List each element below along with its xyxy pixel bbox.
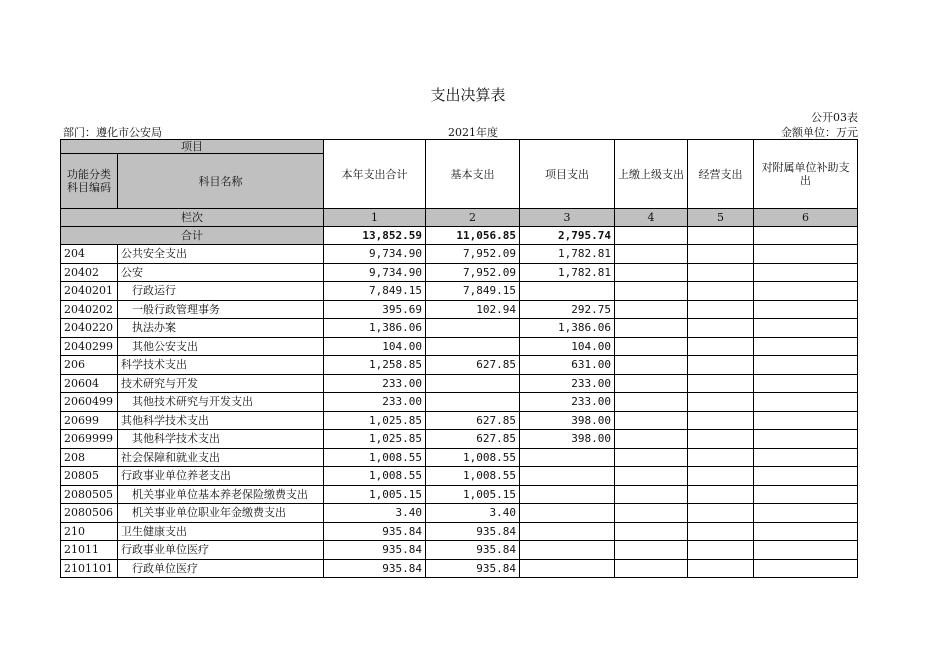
row-upper: [615, 374, 688, 393]
row-total: 1,258.85: [324, 356, 426, 375]
row-name: 公共安全支出: [118, 245, 324, 264]
row-basic: 935.84: [426, 522, 520, 541]
row-basic: 1,008.55: [426, 448, 520, 467]
row-operating: [688, 245, 754, 264]
table-row: [61, 300, 858, 319]
row-upper: [615, 411, 688, 430]
column-number: 1: [324, 209, 426, 227]
row-name: 其他技术研究与开发支出: [118, 393, 324, 412]
column-number: 5: [688, 209, 754, 227]
row-name: 公安: [118, 263, 324, 282]
row-total: 935.84: [324, 541, 426, 560]
row-subsidy: [754, 356, 858, 375]
row-name: 科学技术支出: [118, 356, 324, 375]
row-basic: 627.85: [426, 356, 520, 375]
row-basic: 1,008.55: [426, 467, 520, 486]
row-project: 398.00: [520, 411, 615, 430]
header-project: 项目支出: [520, 140, 615, 209]
row-operating: [688, 467, 754, 486]
row-basic: [426, 374, 520, 393]
row-code: 206: [61, 356, 118, 375]
row-operating: [688, 356, 754, 375]
row-upper: [615, 393, 688, 412]
table-row: [61, 337, 858, 356]
row-name: 机关事业单位职业年金缴费支出: [118, 504, 324, 523]
row-project: [520, 522, 615, 541]
header-basic: 基本支出: [426, 140, 520, 209]
row-name: 社会保障和就业支出: [118, 448, 324, 467]
row-basic: [426, 393, 520, 412]
row-operating: [688, 319, 754, 338]
row-basic: 627.85: [426, 411, 520, 430]
row-subsidy: [754, 393, 858, 412]
row-subsidy: [754, 411, 858, 430]
row-code: 20805: [61, 467, 118, 486]
header-total: 本年支出合计: [324, 140, 426, 209]
expenditure-table: [60, 139, 858, 578]
row-total: 1,008.55: [324, 467, 426, 486]
row-upper: [615, 467, 688, 486]
row-subsidy: [754, 245, 858, 264]
row-project: [520, 485, 615, 504]
row-total: 1,025.85: [324, 430, 426, 449]
row-total: 1,008.55: [324, 448, 426, 467]
row-upper: [615, 337, 688, 356]
row-upper: [615, 559, 688, 578]
table-row: [61, 430, 858, 449]
table-row: [61, 319, 858, 338]
table-row: [61, 374, 858, 393]
row-total: 1,005.15: [324, 485, 426, 504]
row-project: [520, 467, 615, 486]
row-upper: [615, 282, 688, 301]
row-code: 2040201: [61, 282, 118, 301]
row-upper: [615, 541, 688, 560]
row-basic: 3.40: [426, 504, 520, 523]
row-project: [520, 504, 615, 523]
row-name: 执法办案: [118, 319, 324, 338]
row-basic: 7,849.15: [426, 282, 520, 301]
row-total: 9,734.90: [324, 263, 426, 282]
row-code: 20402: [61, 263, 118, 282]
row-name: 其他科学技术支出: [118, 430, 324, 449]
table-row: [61, 467, 858, 486]
row-subsidy: [754, 319, 858, 338]
row-basic: [426, 319, 520, 338]
sum-total: 13,852.59: [324, 227, 426, 245]
column-number: 3: [520, 209, 615, 227]
row-operating: [688, 300, 754, 319]
row-subsidy: [754, 300, 858, 319]
table-row: [61, 356, 858, 375]
row-subsidy: [754, 504, 858, 523]
table-row: [61, 263, 858, 282]
row-operating: [688, 504, 754, 523]
row-project: [520, 282, 615, 301]
row-upper: [615, 245, 688, 264]
row-basic: 935.84: [426, 559, 520, 578]
row-code: 2101101: [61, 559, 118, 578]
row-name: 一般行政管理事务: [118, 300, 324, 319]
row-upper: [615, 485, 688, 504]
row-subsidy: [754, 485, 858, 504]
row-subsidy: [754, 374, 858, 393]
row-basic: 1,005.15: [426, 485, 520, 504]
row-upper: [615, 319, 688, 338]
row-project: 292.75: [520, 300, 615, 319]
sum-row: [61, 227, 858, 245]
row-project: 1,782.81: [520, 263, 615, 282]
row-basic: 7,952.09: [426, 263, 520, 282]
row-total: 233.00: [324, 393, 426, 412]
row-operating: [688, 337, 754, 356]
fiscal-year: 2021年度: [448, 126, 498, 139]
row-total: 395.69: [324, 300, 426, 319]
row-code: 204: [61, 245, 118, 264]
row-subsidy: [754, 559, 858, 578]
row-upper: [615, 430, 688, 449]
row-name: 卫生健康支出: [118, 522, 324, 541]
row-upper: [615, 504, 688, 523]
row-name: 行政事业单位医疗: [118, 541, 324, 560]
form-code: 公开03表: [811, 111, 858, 124]
row-name: 技术研究与开发: [118, 374, 324, 393]
row-operating: [688, 522, 754, 541]
sum-label: 合计: [61, 227, 324, 245]
row-operating: [688, 559, 754, 578]
header-name: 科目名称: [118, 154, 324, 209]
report-title: 支出决算表: [430, 86, 506, 104]
row-subsidy: [754, 263, 858, 282]
row-subsidy: [754, 522, 858, 541]
row-name: 其他科学技术支出: [118, 411, 324, 430]
row-upper: [615, 522, 688, 541]
row-code: 2069999: [61, 430, 118, 449]
header-code: 功能分类科目编码: [61, 154, 118, 209]
column-number-row: [61, 209, 858, 227]
table-row: [61, 559, 858, 578]
row-code: 21011: [61, 541, 118, 560]
row-project: [520, 559, 615, 578]
table-row: [61, 282, 858, 301]
row-total: 233.00: [324, 374, 426, 393]
sum-basic: 11,056.85: [426, 227, 520, 245]
row-name: 行政事业单位养老支出: [118, 467, 324, 486]
row-subsidy: [754, 282, 858, 301]
row-basic: [426, 337, 520, 356]
table-row: [61, 393, 858, 412]
row-project: 1,386.06: [520, 319, 615, 338]
sum-upper: [615, 227, 688, 245]
row-project: 233.00: [520, 393, 615, 412]
row-name: 行政单位医疗: [118, 559, 324, 578]
row-subsidy: [754, 541, 858, 560]
row-operating: [688, 411, 754, 430]
row-name: 其他公安支出: [118, 337, 324, 356]
row-project: 631.00: [520, 356, 615, 375]
row-upper: [615, 448, 688, 467]
table-row: [61, 448, 858, 467]
header-subsidy: 对附属单位补助支出: [754, 140, 858, 209]
row-total: 1,025.85: [324, 411, 426, 430]
column-number: 2: [426, 209, 520, 227]
row-upper: [615, 300, 688, 319]
row-code: 208: [61, 448, 118, 467]
row-code: 20699: [61, 411, 118, 430]
column-number: 6: [754, 209, 858, 227]
table-row: [61, 245, 858, 264]
row-total: 3.40: [324, 504, 426, 523]
row-project: [520, 448, 615, 467]
row-code: 2040299: [61, 337, 118, 356]
row-total: 7,849.15: [324, 282, 426, 301]
row-operating: [688, 485, 754, 504]
row-operating: [688, 541, 754, 560]
row-subsidy: [754, 430, 858, 449]
row-basic: 7,952.09: [426, 245, 520, 264]
row-subsidy: [754, 467, 858, 486]
row-basic: 935.84: [426, 541, 520, 560]
row-project: 104.00: [520, 337, 615, 356]
table-row: [61, 485, 858, 504]
row-total: 935.84: [324, 559, 426, 578]
row-project: 398.00: [520, 430, 615, 449]
table-row: [61, 541, 858, 560]
row-subsidy: [754, 448, 858, 467]
row-project: [520, 541, 615, 560]
row-basic: 627.85: [426, 430, 520, 449]
row-operating: [688, 374, 754, 393]
table-row: [61, 504, 858, 523]
column-number: 4: [615, 209, 688, 227]
header-item: 项目: [61, 140, 324, 154]
header-operating: 经营支出: [688, 140, 754, 209]
row-code: 2040220: [61, 319, 118, 338]
row-code: 210: [61, 522, 118, 541]
sum-subsidy: [754, 227, 858, 245]
row-total: 9,734.90: [324, 245, 426, 264]
department-label: 部门：遵化市公安局: [63, 126, 162, 139]
row-upper: [615, 263, 688, 282]
row-total: 935.84: [324, 522, 426, 541]
row-subsidy: [754, 337, 858, 356]
row-basic: 102.94: [426, 300, 520, 319]
column-number-label: 栏次: [61, 209, 324, 227]
sum-project: 2,795.74: [520, 227, 615, 245]
row-operating: [688, 393, 754, 412]
table-row: [61, 522, 858, 541]
row-code: 2080505: [61, 485, 118, 504]
row-project: 1,782.81: [520, 245, 615, 264]
row-project: 233.00: [520, 374, 615, 393]
amount-unit: 金额单位：万元: [781, 126, 858, 139]
row-operating: [688, 263, 754, 282]
row-total: 1,386.06: [324, 319, 426, 338]
row-code: 20604: [61, 374, 118, 393]
row-upper: [615, 356, 688, 375]
row-code: 2040202: [61, 300, 118, 319]
row-code: 2080506: [61, 504, 118, 523]
row-name: 机关事业单位基本养老保险缴费支出: [118, 485, 324, 504]
row-operating: [688, 448, 754, 467]
row-operating: [688, 430, 754, 449]
row-name: 行政运行: [118, 282, 324, 301]
sum-operating: [688, 227, 754, 245]
row-operating: [688, 282, 754, 301]
table-row: [61, 411, 858, 430]
row-total: 104.00: [324, 337, 426, 356]
row-code: 2060499: [61, 393, 118, 412]
header-upper: 上缴上级支出: [615, 140, 688, 209]
